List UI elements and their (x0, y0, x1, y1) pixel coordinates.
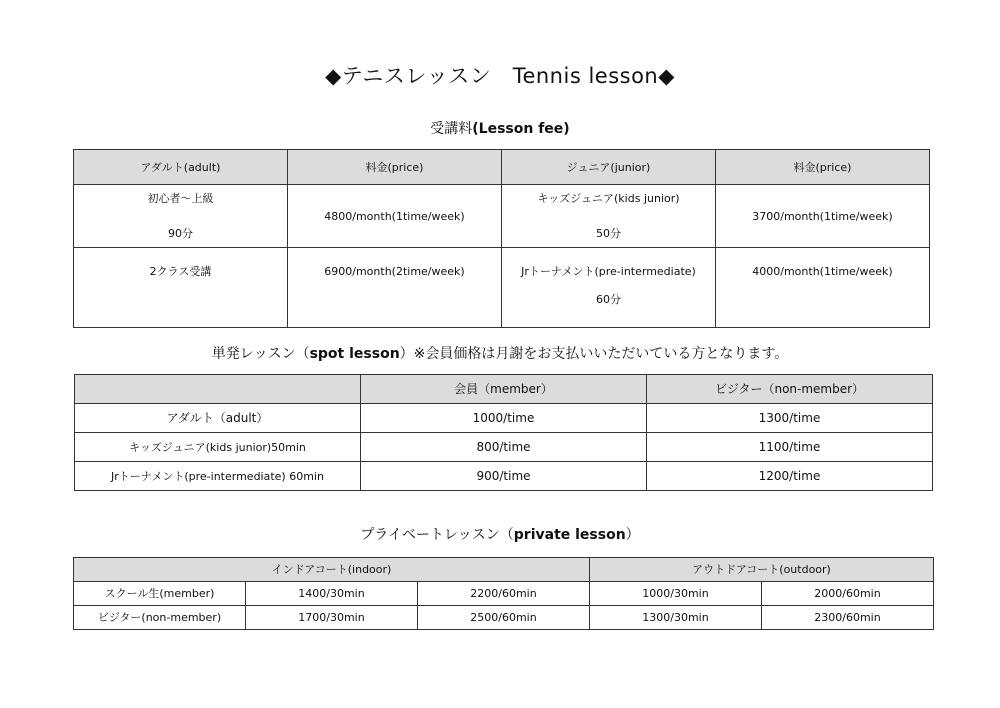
header-junior: ジュニア(junior) (502, 150, 716, 185)
junior-class-duration: 50分 (596, 227, 621, 240)
outdoor-30min-price: 1000/30min (590, 582, 762, 606)
junior-class-name: キッズジュニア(kids junior) (537, 192, 680, 205)
lesson-fee-table (73, 149, 930, 328)
junior-class-cell (502, 248, 716, 328)
junior-price-cell: 3700/month(1time/week) (716, 185, 930, 248)
row-label: ビジター(non-member) (74, 606, 246, 630)
indoor-60min-price: 2500/60min (418, 606, 590, 630)
spot-heading-bold: spot lesson (309, 346, 400, 362)
indoor-30min-price: 1700/30min (246, 606, 418, 630)
junior-class-cell (502, 185, 716, 248)
adult-price-cell: 4800/month(1time/week) (288, 185, 502, 248)
table-row (74, 185, 930, 248)
table-row (75, 433, 933, 462)
outdoor-60min-price: 2300/60min (762, 606, 934, 630)
lesson-fee-heading-en: (Lesson fee) (472, 121, 570, 137)
row-label: キッズジュニア(kids junior)50min (75, 433, 361, 462)
header-adult: アダルト(adult) (74, 150, 288, 185)
indoor-60min-price: 2200/60min (418, 582, 590, 606)
header-price: 料金(price) (716, 150, 930, 185)
table-header-row (74, 558, 934, 582)
visitor-price: 1300/time (647, 404, 933, 433)
lesson-fee-heading-jp: 受講料 (430, 121, 473, 137)
spot-lesson-table (74, 374, 933, 491)
header-member: 会員（member） (361, 375, 647, 404)
member-price: 900/time (361, 462, 647, 491)
adult-class-cell: 2クラス受講 (74, 248, 288, 328)
visitor-price: 1100/time (647, 433, 933, 462)
header-outdoor: アウトドアコート(outdoor) (590, 558, 934, 582)
private-lesson-table (73, 557, 934, 630)
table-header-row (75, 375, 933, 404)
table-row (75, 462, 933, 491)
private-heading-pre: プライベートレッスン（ (360, 527, 514, 543)
spot-heading-post: ）※会員価格は月謝をお支払いいただいている方となります。 (399, 346, 789, 362)
private-heading-post: ） (625, 527, 640, 543)
adult-class-name: 初心者～上級 (147, 192, 214, 205)
table-row (75, 404, 933, 433)
private-lesson-heading (0, 524, 1000, 544)
adult-class-cell (74, 185, 288, 248)
header-price: 料金(price) (288, 150, 502, 185)
junior-price-cell: 4000/month(1time/week) (716, 248, 930, 328)
table-row (74, 606, 934, 630)
indoor-30min-price: 1400/30min (246, 582, 418, 606)
adult-class-duration: 90分 (168, 227, 193, 240)
row-label: Jrトーナメント(pre-intermediate) 60min (75, 462, 361, 491)
spot-lesson-heading (0, 343, 1000, 363)
outdoor-60min-price: 2000/60min (762, 582, 934, 606)
row-label: スクール生(member) (74, 582, 246, 606)
member-price: 1000/time (361, 404, 647, 433)
table-header-row (74, 150, 930, 185)
outdoor-30min-price: 1300/30min (590, 606, 762, 630)
table-row (74, 582, 934, 606)
lesson-fee-heading (0, 118, 1000, 138)
adult-price-cell: 6900/month(2time/week) (288, 248, 502, 328)
page-title: ◆テニスレッスン Tennis lesson◆ (325, 64, 675, 88)
junior-class-duration: 60分 (596, 293, 621, 306)
header-indoor: インドアコート(indoor) (74, 558, 590, 582)
spot-heading-pre: 単発レッスン（ (211, 346, 310, 362)
row-label: アダルト（adult） (75, 404, 361, 433)
private-heading-bold: private lesson (513, 527, 626, 543)
header-visitor: ビジター（non-member） (647, 375, 933, 404)
header-empty (75, 375, 361, 404)
member-price: 800/time (361, 433, 647, 462)
junior-class-name: Jrトーナメント(pre-intermediate) (521, 265, 696, 278)
table-row (74, 248, 930, 328)
visitor-price: 1200/time (647, 462, 933, 491)
